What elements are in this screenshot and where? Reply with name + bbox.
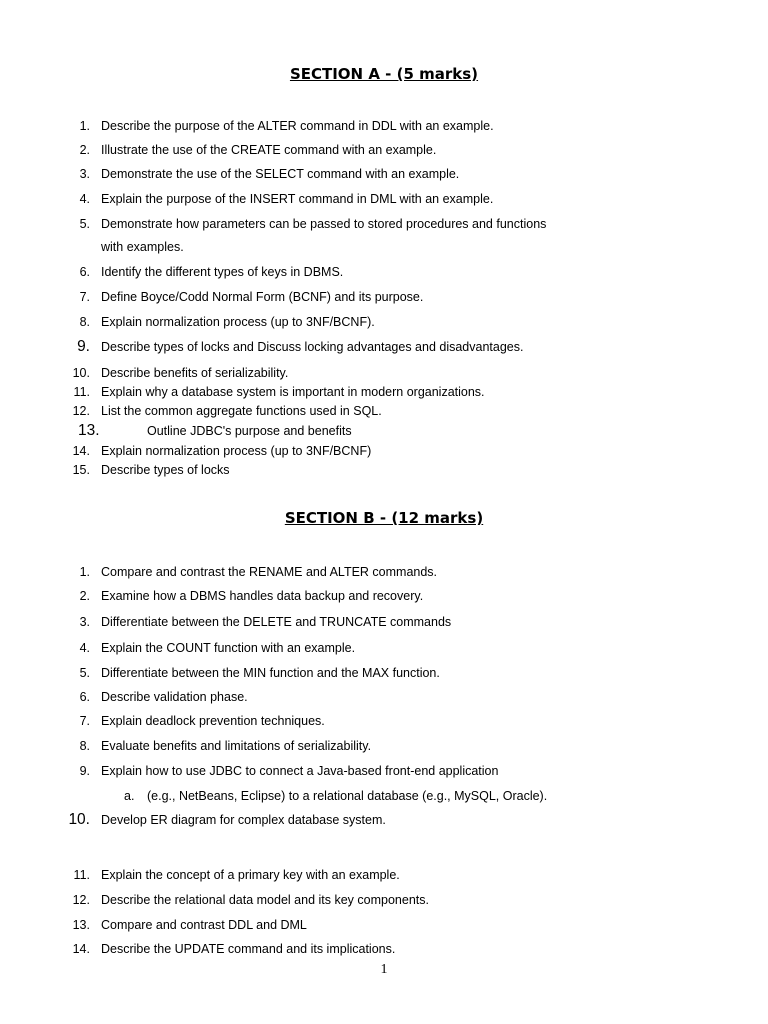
question-text: Illustrate the use of the CREATE command with an example. <box>101 143 437 157</box>
question-number: 6. <box>79 690 90 704</box>
question-text: Define Boyce/Codd Normal Form (BCNF) and its purpose. <box>101 290 424 304</box>
section-a-question-4 <box>0 189 768 209</box>
section-b-question-10 <box>0 810 768 830</box>
question-number: 8. <box>79 739 90 753</box>
question-text: Describe benefits of serializability. <box>101 366 289 380</box>
section-a-question-5-continuation: with examples. <box>101 240 184 254</box>
question-number: 6. <box>79 265 90 279</box>
question-text: Describe the UPDATE command and its implications. <box>101 942 396 956</box>
question-text: Compare and contrast the RENAME and ALTER commands. <box>101 565 438 579</box>
question-text: Demonstrate how parameters can be passed to stored procedures and functions <box>101 217 547 231</box>
page-number: 1 <box>380 962 388 977</box>
section-a-question-5 <box>0 214 768 234</box>
question-number: 4. <box>79 192 90 206</box>
section-b-question-2 <box>0 586 768 606</box>
question-number: 3. <box>79 615 90 629</box>
section-a-question-11 <box>0 382 768 402</box>
question-number: 11. <box>73 868 90 882</box>
question-number: 12. <box>72 404 90 418</box>
section-b-question-5 <box>0 663 768 683</box>
question-number: 5. <box>79 666 90 680</box>
section-b-question-11 <box>0 865 768 885</box>
question-number: 12. <box>72 893 90 907</box>
question-text: Explain normalization process (up to 3NF/BCNF). <box>101 315 375 329</box>
question-number: 7. <box>79 290 90 304</box>
question-text: Examine how a DBMS handles data backup and recovery. <box>101 589 424 603</box>
question-text: Describe the purpose of the ALTER command in DDL with an example. <box>101 119 494 133</box>
question-text: Identify the different types of keys in DBMS. <box>101 265 344 279</box>
question-text: Compare and contrast DDL and DML <box>101 918 307 932</box>
section-b-heading: SECTION B - (12 marks) <box>284 509 484 527</box>
section-b-question-9 <box>0 761 768 781</box>
section-b-question-1 <box>0 562 768 582</box>
question-text: List the common aggregate functions used in SQL. <box>101 404 382 418</box>
question-number: 5. <box>79 217 90 231</box>
section-b-question-14 <box>0 939 768 959</box>
question-number: 13. <box>72 918 90 932</box>
question-text: Differentiate between the MIN function and the MAX function. <box>101 666 440 680</box>
question-number: 10. <box>68 811 90 828</box>
question-text: Explain the purpose of the INSERT command in DML with an example. <box>101 192 494 206</box>
question-text: Explain the concept of a primary key with an example. <box>101 868 400 882</box>
question-text: Demonstrate the use of the SELECT command with an example. <box>101 167 460 181</box>
question-number: 9. <box>79 764 90 778</box>
question-text: Differentiate between the DELETE and TRUNCATE commands <box>101 615 452 629</box>
question-number: 11. <box>73 385 90 399</box>
section-b-question-7 <box>0 711 768 731</box>
section-a-heading: SECTION A - (5 marks) <box>289 65 479 83</box>
section-a-question-2 <box>0 140 768 160</box>
question-text: Develop ER diagram for complex database system. <box>101 813 386 827</box>
question-number: 2. <box>79 143 90 157</box>
question-number: 9. <box>77 338 90 355</box>
question-text: Explain deadlock prevention techniques. <box>101 714 325 728</box>
question-text: Evaluate benefits and limitations of serializability. <box>101 739 372 753</box>
section-a-question-14 <box>0 441 768 461</box>
section-a-question-1 <box>0 116 768 136</box>
section-b-question-6 <box>0 687 768 707</box>
section-b-question-8 <box>0 736 768 756</box>
question-text: Explain how to use JDBC to connect a Java-based front-end application <box>101 764 499 778</box>
question-number: 4. <box>79 641 90 655</box>
question-number: 14. <box>72 444 90 458</box>
section-a-question-6 <box>0 262 768 282</box>
question-number: 1. <box>79 119 90 133</box>
section-a-question-12 <box>0 401 768 421</box>
section-b-question-13 <box>0 915 768 935</box>
section-b-question-12 <box>0 890 768 910</box>
question-number: 1. <box>79 565 90 579</box>
question-text: Outline JDBC's purpose and benefits <box>147 424 352 438</box>
question-number: 14. <box>72 942 90 956</box>
subitem-text: (e.g., NetBeans, Eclipse) to a relational database (e.g., MySQL, Oracle). <box>147 789 548 803</box>
section-a-question-7 <box>0 287 768 307</box>
section-a-question-10 <box>0 363 768 383</box>
question-number: 15. <box>72 463 90 477</box>
question-text: Explain normalization process (up to 3NF/BCNF) <box>101 444 372 458</box>
section-a-question-3 <box>0 164 768 184</box>
question-text: Explain the COUNT function with an example. <box>101 641 356 655</box>
question-text: Explain why a database system is important in modern organizations. <box>101 385 485 399</box>
section-a-question-8 <box>0 312 768 332</box>
question-number: 7. <box>79 714 90 728</box>
section-a-question-15 <box>0 460 768 480</box>
question-number: 3. <box>79 167 90 181</box>
section-a-question-9 <box>0 337 768 357</box>
question-text: Describe the relational data model and its key components. <box>101 893 429 907</box>
question-number: 2. <box>79 589 90 603</box>
question-text: Describe types of locks <box>101 463 230 477</box>
section-b-question-4 <box>0 638 768 658</box>
section-a-question-13 <box>0 421 768 441</box>
subitem-label: a. <box>124 789 135 803</box>
question-number: 10. <box>72 366 90 380</box>
question-text: Describe validation phase. <box>101 690 248 704</box>
question-number: 13. <box>78 422 100 439</box>
section-b-question-3 <box>0 612 768 632</box>
question-number: 8. <box>79 315 90 329</box>
question-text: Describe types of locks and Discuss locking advantages and disadvantages. <box>101 340 524 354</box>
